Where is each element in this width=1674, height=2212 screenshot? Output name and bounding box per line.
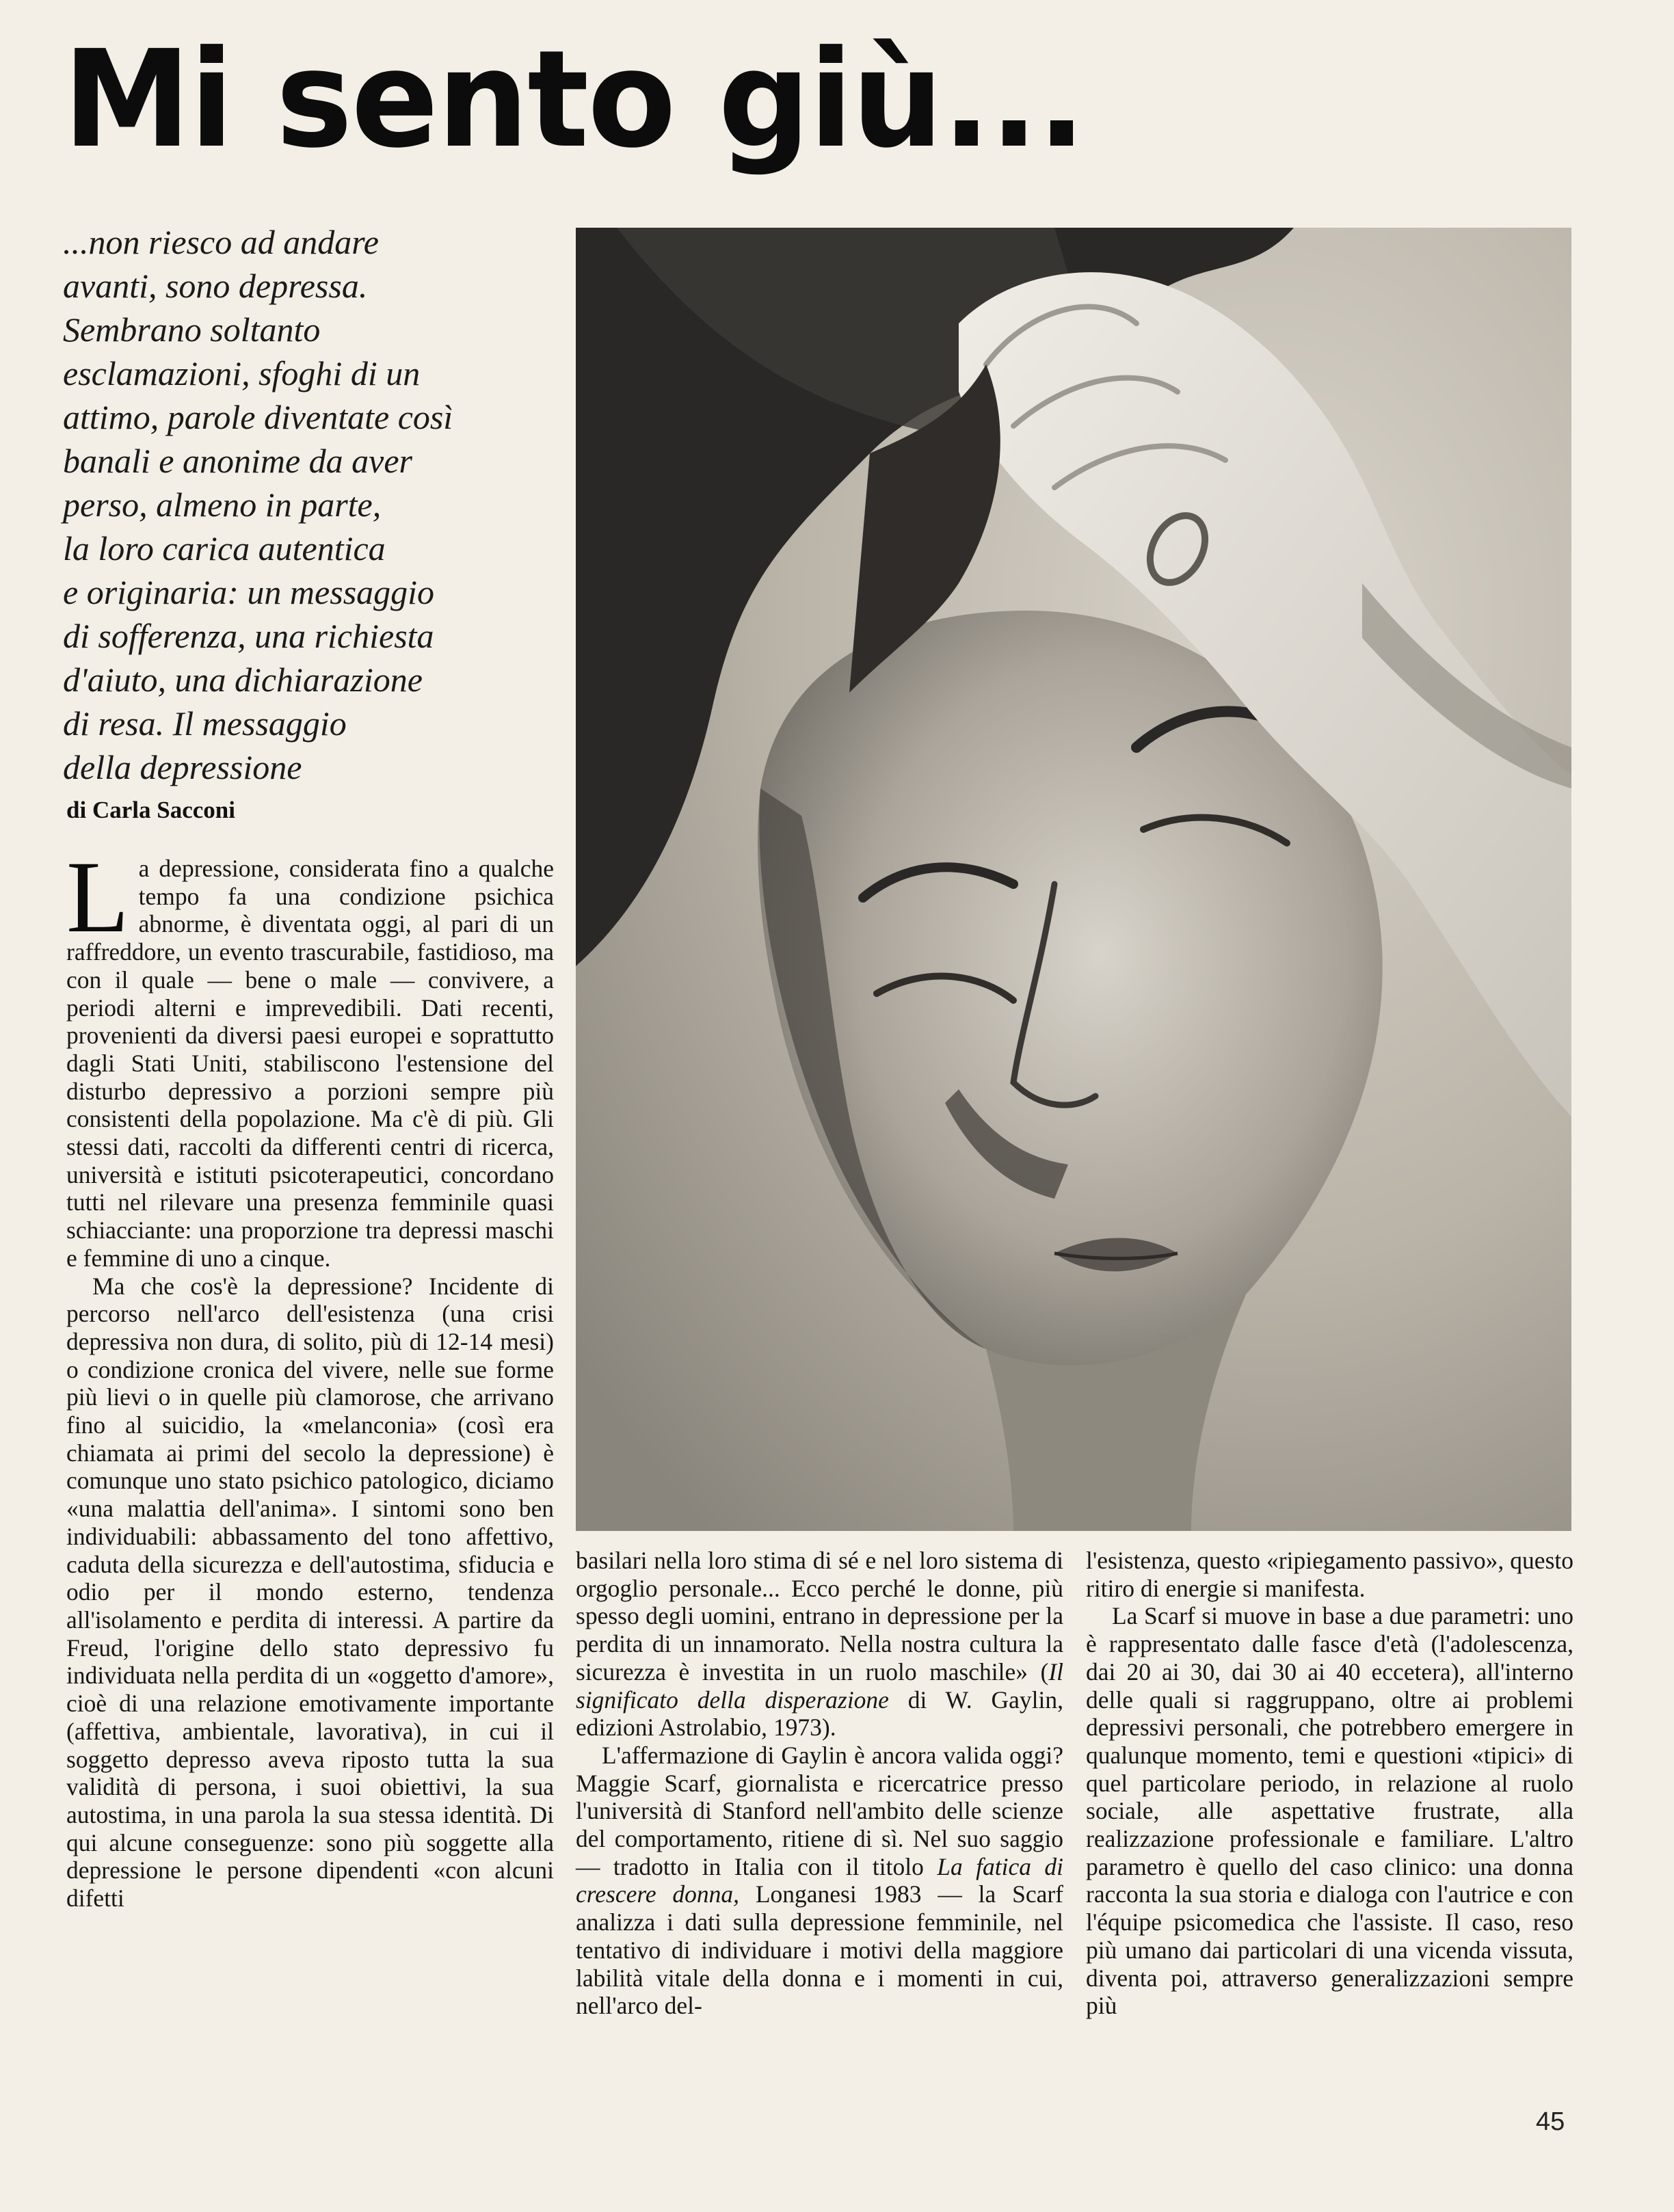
standfirst-line: ...non riesco ad andare bbox=[63, 223, 379, 261]
photo-illustration bbox=[576, 228, 1571, 1531]
paragraph-text: basilari nella loro stima di sé e nel loro sistema di orgoglio personale... Ecco perché le donne, più spesso degli uomini, entrano in depressione per la perdita di un innamorato. Nella nostra cultura la sicurezza è investita in un ruolo maschile» ( bbox=[576, 1547, 1063, 1685]
paragraph bbox=[576, 1742, 1063, 2020]
paragraph: La Scarf si muove in base a due parametri: uno è rappresentato dalle fasce d'età (l'adolescenza, dai 20 ai 30, dai 30 ai 40 eccetera), all'interno delle quali si raggruppano, oltre ai problemi depressivi personali, che potrebbero emergere in qualunque momento, temi e questioni «tipici» di quel particolare periodo, in relazione al ruolo sociale, alle aspettative frustrate, alla realizzazione professionale e familiare. L'altro parametro è quello del caso clinico: una donna racconta la sua storia e dialoga con l'autrice e con l'équipe psicomedica che l'assiste. Il caso, reso più umano dai particolari di una vicenda vissuta, diventa poi, attraverso generalizzazioni sempre più bbox=[1086, 1602, 1573, 2020]
standfirst-line: della depressione bbox=[63, 748, 302, 786]
standfirst-line: di sofferenza, una richiesta bbox=[63, 617, 434, 655]
page-title: Mi sento giù... bbox=[63, 22, 1085, 178]
paragraph-text: di W. Gaylin, edizioni Astrolabio, 1973). bbox=[576, 1685, 1063, 1742]
standfirst-line: Sembrano soltanto bbox=[63, 310, 321, 349]
standfirst-line: d'aiuto, una dichiarazione bbox=[63, 661, 423, 699]
article-column-2 bbox=[576, 1547, 1063, 2020]
paragraph bbox=[66, 840, 554, 1272]
article-column-3 bbox=[1086, 1547, 1573, 2020]
paragraph-text: a depressione, considerata fino a qualche tempo fa una condizione psichica abnorme, è diventata oggi, al pari di un raffreddore, un evento trascurabile, fastidioso, ma con il quale — bene o male — convivere, a periodi alterni e imprevedibili. Dati recenti, provenienti da diversi paesi europei e soprattutto dagli Stati Uniti, stabiliscono l'estensione del disturbo depressivo a porzioni sempre più consistenti della popolazione. Ma c'è di più. Gli stessi dati, raccolti da differenti centri di ricerca, università e istituti psicoterapeutici, concordano tutti nel rilevare una presenza femminile quasi schiacciante: una proporzione tra depressi maschi e femmine di uno a cinque. bbox=[66, 855, 554, 1272]
photo-depressed-woman bbox=[576, 228, 1571, 1531]
standfirst-line: e originaria: un messaggio bbox=[63, 573, 435, 611]
byline: di Carla Sacconi bbox=[66, 797, 235, 823]
book-title: La fatica di crescere donna, bbox=[576, 1852, 1063, 1908]
book-title: Il significato della disperazione bbox=[576, 1657, 1063, 1714]
paragraph bbox=[576, 1547, 1063, 1742]
standfirst-line: banali e anonime da aver bbox=[63, 442, 413, 480]
paragraph: Ma che cos'è la depressione? Incidente di percorso nell'arco dell'esistenza (una crisi depressiva non dura, di solito, più di 12-14 mesi) o condizione cronica del vivere, nelle sue forme più lievi o in quelle più clamorose, che arrivano fino al suicidio, la «melanconia» (così era chiamata ai primi del secolo la depressione) è comunque uno stato psichico patologico, diciamo «una malattia dell'anima». I sintomi sono ben individuabili: abbassamento del tono affettivo, caduta della sicurezza e dell'autostima, sfiducia e odio per il mondo esterno, tendenza all'isolamento e perdita di interessi. A partire da Freud, l'origine dello stato depressivo fu individuata nella perdita di un «oggetto d'amore», cioè di una relazione emotivamente importante (affettiva, ambientale, lavorativa), in cui il soggetto depresso aveva riposto tutta la sua validità di persona, i suoi obiettivi, la sua autostima, in una parola la sua stessa identità. Di qui alcune conseguenze: sono più soggette alla depressione le persone dipendenti «con alcuni difetti bbox=[66, 1272, 554, 1913]
standfirst-line: di resa. Il messaggio bbox=[63, 704, 347, 743]
page-number: 45 bbox=[1536, 2107, 1565, 2136]
drop-cap: L bbox=[66, 840, 129, 954]
standfirst-line: la loro carica autentica bbox=[63, 529, 386, 568]
article-column-1 bbox=[66, 840, 554, 1913]
standfirst-line: attimo, parole diventate così bbox=[63, 398, 453, 436]
standfirst-line: avanti, sono depressa. bbox=[63, 267, 368, 305]
paragraph-text: L'affermazione di Gaylin è ancora valida oggi? Maggie Scarf, giornalista e ricercatrice presso l'università di Stanford nell'ambito delle scienze del comportamento, ritiene di sì. Nel suo saggio — tradotto in Italia con il titolo bbox=[576, 1741, 1063, 1880]
standfirst bbox=[63, 220, 507, 789]
standfirst-line: perso, almeno in parte, bbox=[63, 485, 382, 524]
paragraph: l'esistenza, questo «ripiegamento passivo», questo ritiro di energie si manifesta. bbox=[1086, 1547, 1573, 1602]
paragraph-text: Longanesi 1983 — la Scarf analizza i dati sulla depressione femminile, nel tentativo di individuare i motivi della maggiore labilità vitale della donna e i momenti in cui, nell'arco del- bbox=[576, 1880, 1063, 2020]
standfirst-line: esclamazioni, sfoghi di un bbox=[63, 354, 421, 392]
